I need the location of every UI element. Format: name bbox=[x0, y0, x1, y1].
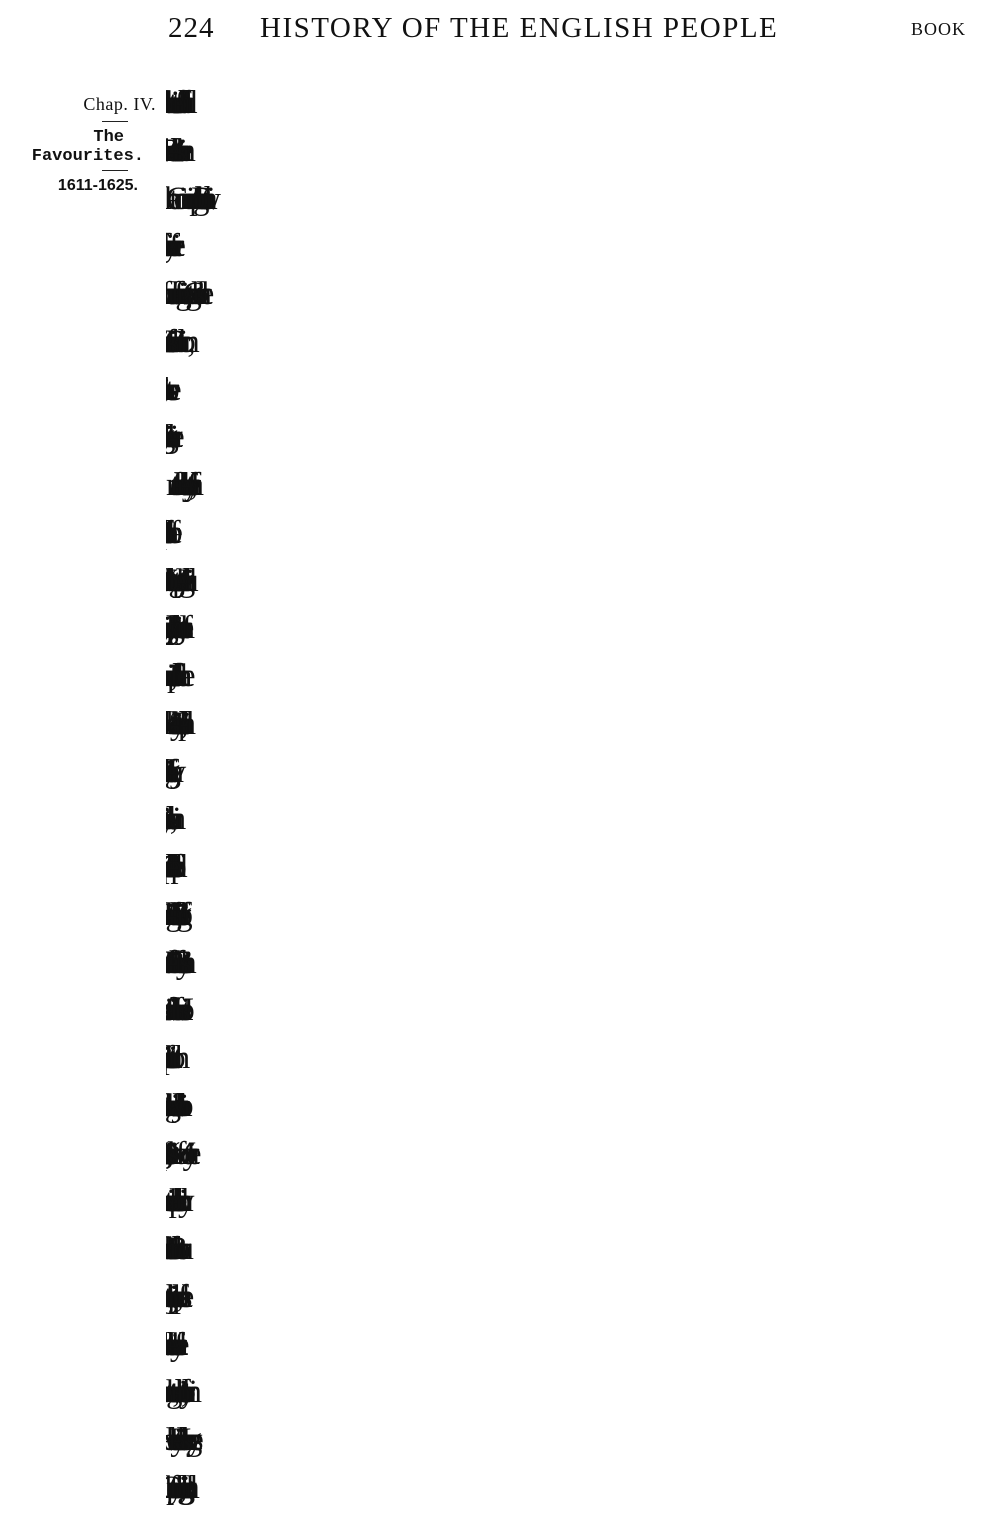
sidenote-divider bbox=[102, 170, 128, 171]
text-line: beseech your Lordships,” he added, “to be merci- bbox=[166, 705, 167, 742]
sidenote-section-line-1: The bbox=[93, 128, 124, 147]
text-line bbox=[166, 892, 966, 940]
sidenote-dates: 1611-1625. bbox=[57, 177, 138, 194]
running-title: HISTORY OF THE ENGLISH PEOPLE bbox=[260, 12, 779, 44]
sidenote-divider bbox=[102, 121, 128, 122]
text-line bbox=[166, 940, 966, 988]
text-line bbox=[166, 749, 966, 797]
text-line: never increased towards him by his place or bbox=[166, 1183, 167, 1220]
page-number: 224 bbox=[168, 12, 215, 44]
text-line: among Chancellors to receive gifts from successful bbox=[166, 276, 167, 312]
text-line: certain, had taken such gifts from men whose bbox=[166, 371, 167, 408]
running-header bbox=[168, 12, 966, 52]
text-line bbox=[166, 319, 966, 367]
text-line: his greatness that was only proper to himself, in bbox=[166, 1278, 167, 1315]
text-line bbox=[166, 844, 966, 892]
sidenote-section-title bbox=[18, 128, 158, 166]
text-line bbox=[166, 80, 966, 128]
text-line: honours. But I have and do reverence him for bbox=[166, 1231, 167, 1267]
sidenote-chapter: Chap. IV. bbox=[83, 94, 156, 114]
text-line: whitest wool” when the storm burst. The bbox=[166, 132, 167, 169]
text-line bbox=[166, 1417, 966, 1465]
text-line bbox=[166, 1131, 966, 1179]
text-line: laid on him was remitted by the Crown, he was bbox=[166, 801, 167, 838]
body-text bbox=[166, 80, 966, 1513]
text-line bbox=[166, 1035, 966, 1083]
text-line: prayed that God would give him strength; for bbox=[166, 1469, 167, 1506]
text-line: suits were still unsettled; and though his judge- bbox=[166, 419, 167, 456]
text-line bbox=[166, 558, 966, 606]
text-line bbox=[166, 223, 966, 271]
text-line bbox=[166, 510, 966, 558]
text-line: plainly and ingenuously confess that I am guilty bbox=[166, 610, 167, 647]
sidenote-section-line-2: Favourites. bbox=[31, 147, 144, 166]
text-line: Commons charged Bacon with corruption in the bbox=[166, 180, 167, 217]
text-line: ment may have been unaffected by them, the fact bbox=[166, 467, 167, 503]
text-line: of corruption, and do renounce all defence. I bbox=[166, 658, 167, 694]
text-line bbox=[166, 1322, 966, 1370]
text-line bbox=[166, 987, 966, 1035]
book-label: BOOK bbox=[910, 19, 966, 39]
margin-sidenote bbox=[18, 88, 158, 195]
text-line bbox=[166, 1369, 966, 1417]
text-line: which his ambition had so long torn him away. bbox=[166, 1087, 167, 1124]
